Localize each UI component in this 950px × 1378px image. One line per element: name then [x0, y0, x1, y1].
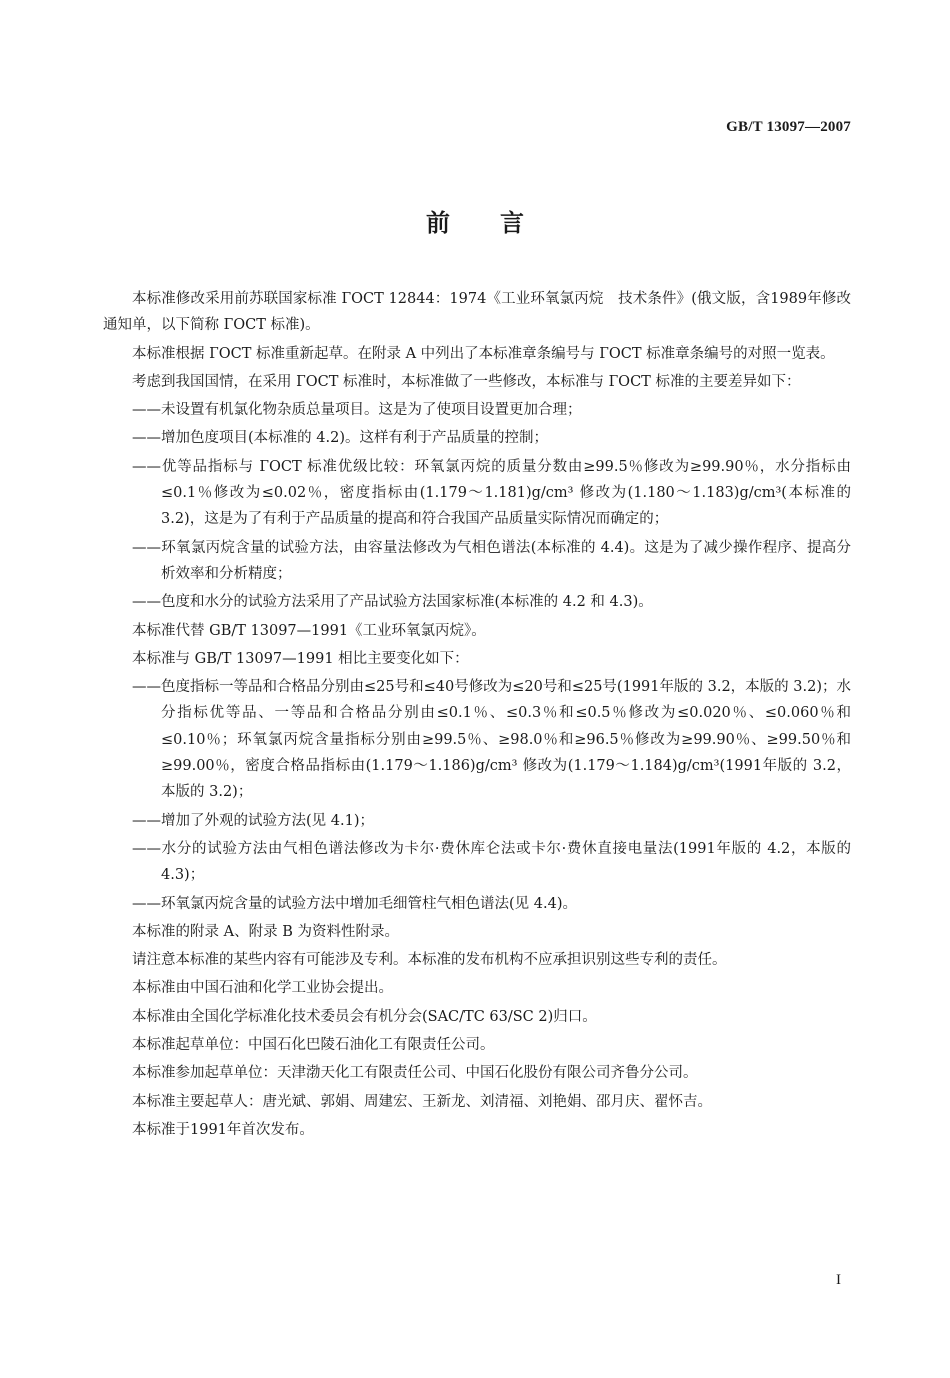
paragraph-replaces: 本标准代替 GB/T 13097—1991《工业环氧氯丙烷》。 [132, 622, 486, 639]
list-item: ——环氧氯丙烷含量的试验方法中增加毛细管柱气相色谱法(见 4.4)。 [132, 895, 577, 912]
list-item: ——优等品指标与 ГОСТ 标准优级比较：环氧氯丙烷的质量分数由≥99.5％修改为≥99.90％，水分指标由≤0.1％修改为≤0.02％，密度指标由(1.179～1.181)g/cm³ 修改为(1.180～1.183)g/cm³(本标准的 3.2)，这是为了有利于产品质量的提高和符合我国产品质量实际情况而确定的； [132, 458, 851, 528]
paragraph-proposed-by: 本标准由中国石油和化学工业协会提出。 [132, 980, 393, 997]
list-item: ——环氧氯丙烷含量的试验方法，由容量法修改为气相色谱法(本标准的 4.4)。这是为了减少操作程序、提高分析效率和分析精度； [132, 539, 851, 582]
standard-code: GB/T 13097—2007 [726, 119, 851, 135]
page-title: 前言 [426, 209, 574, 237]
paragraph-main-drafters: 本标准主要起草人：唐光斌、郭娟、周建宏、王新龙、刘清福、刘艳娟、邵月庆、翟怀吉。 [132, 1093, 712, 1110]
page-number: I [836, 1272, 841, 1288]
paragraph-adoption: 本标准修改采用前苏联国家标准 ГОСТ 12844：1974《工业环氧氯丙烷 技术条件》(俄文版，含1989年修改通知单，以下简称 ГОСТ 标准)。 [103, 291, 851, 334]
paragraph-patent-notice: 请注意本标准的某些内容有可能涉及专利。本标准的发布机构不应承担识别这些专利的责任。 [132, 952, 727, 969]
list-item: ——增加了外观的试验方法(见 4.1)； [132, 812, 374, 829]
list-item: ——未设置有机氯化物杂质总量项目。这是为了使项目设置更加合理； [132, 402, 582, 419]
list-item: ——水分的试验方法由气相色谱法修改为卡尔·费休库仑法或卡尔·费休直接电量法(1991年版的 4.2，本版的 4.3)； [132, 840, 851, 884]
paragraph-drafting-unit: 本标准起草单位：中国石化巴陵石油化工有限责任公司。 [132, 1037, 495, 1054]
list-item: ——增加色度项目(本标准的 4.2)。这样有利于产品质量的控制； [132, 430, 548, 447]
paragraph-first-published: 本标准于1991年首次发布。 [132, 1121, 314, 1138]
foreword-body [103, 286, 851, 1145]
paragraph-technical-committee: 本标准由全国化学标准化技术委员会有机分会(SAC/TC 63/SC 2)归口。 [132, 1008, 597, 1025]
paragraph-participating-units: 本标准参加起草单位：天津渤天化工有限责任公司、中国石化股份有限公司齐鲁分公司。 [132, 1065, 698, 1082]
list-item: ——色度指标一等品和合格品分别由≤25号和≤40号修改为≤20号和≤25号(1991年版的 3.2，本版的 3.2)；水分指标优等品、一等品和合格品分别由≤0.1％、≤0.3％和≤0.5％修改为≤0.020％、≤0.060％和≤0.10％；环氧氯丙烷含量指标分别由≥99.5％、≥98.0％和≥96.5％修改为≥99.90％、≥99.50％和≥99.00％，密度合格品指标由(1.179～1.186)g/cm³ 修改为(1.179～1.184)g/cm³(1991年版的 3.2，本版的 3.2)； [132, 679, 851, 801]
paragraph-annexes: 本标准的附录 A、附录 B 为资料性附录。 [132, 923, 399, 940]
paragraph-redrafted: 本标准根据 ГОСТ 标准重新起草。在附录 A 中列出了本标准章条编号与 ГОСТ 标准章条编号的对照一览表。 [132, 345, 835, 362]
paragraph-changes-intro: 本标准与 GB/T 13097—1991 相比主要变化如下： [132, 650, 469, 667]
list-item: ——色度和水分的试验方法采用了产品试验方法国家标准(本标准的 4.2 和 4.3)。 [132, 594, 653, 611]
paragraph-differences-intro: 考虑到我国国情，在采用 ГОСТ 标准时，本标准做了一些修改，本标准与 ГОСТ 标准的主要差异如下： [132, 373, 801, 390]
